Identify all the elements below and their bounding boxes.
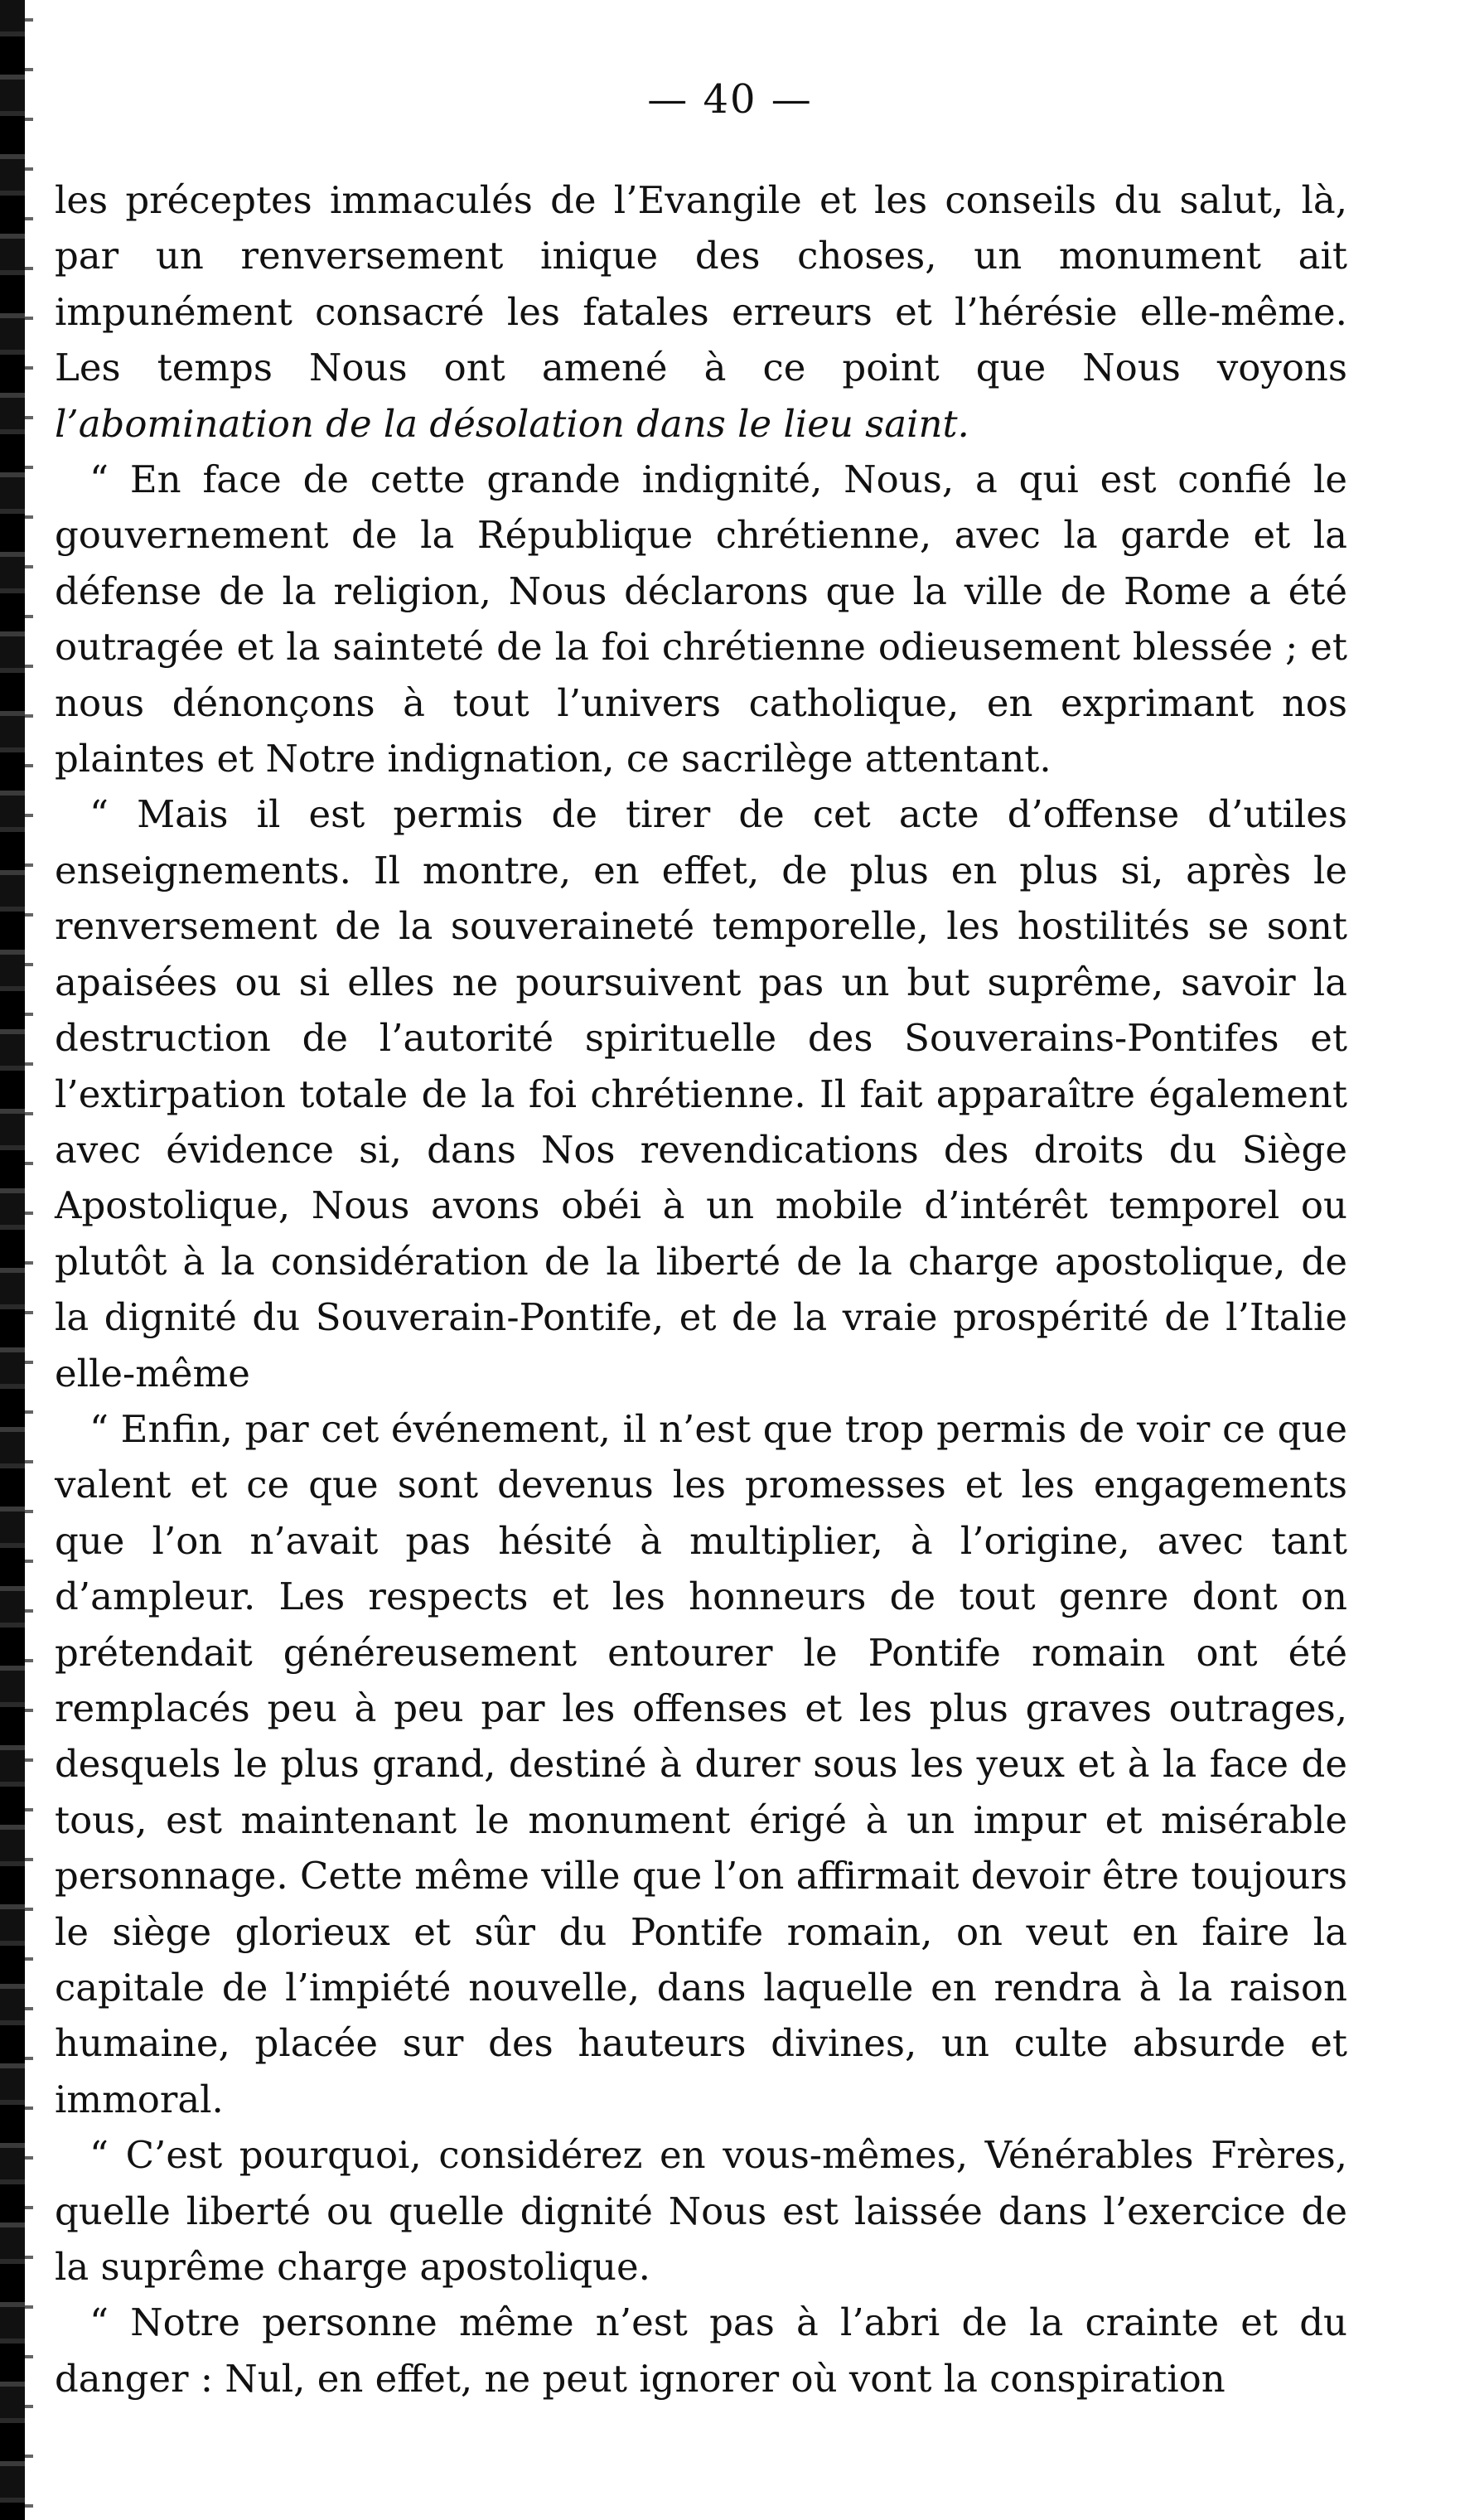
body-text <box>55 172 1347 2406</box>
binding-edge <box>0 0 25 2520</box>
page-number: — 40 — <box>647 76 813 123</box>
paragraph-5: “ C’est pourquoi, considérez en vous-mêmes, Vénérables Frères, quelle liberté ou quelle dignité Nous est laissée dans l’exercice de la suprême charge apostolique. <box>55 2133 1347 2290</box>
paragraph-2: “ En face de cette grande indignité, Nous, a qui est confié le gouvernement de la République chrétienne, avec la garde et la défense de la religion, Nous déclarons que la ville de Rome a été outragée et la sainteté de la foi chrétienne odieusement blessée ; et nous dénonçons à tout l’univers catholique, en exprimant nos plaintes et Notre indignation, ce sacrilège attentant. <box>55 457 1347 781</box>
paragraph-1-italic: l’abomination de la désolation dans le lieu saint. <box>55 401 969 446</box>
paragraph-1 <box>55 172 1347 452</box>
paragraph-1-text: les préceptes immaculés de l’Evangile et les conseils du salut, là, par un renversement inique des choses, un monument ait impunément consacré les fatales erreurs et l’hérésie elle-même. Les temps Nous ont amené à ce point que Nous voyons <box>55 178 1347 390</box>
paragraph-4: “ Enfin, par cet événement, il n’est que trop permis de voir ce que valent et ce que sont devenus les promesses et les engagements que l’on n’avait pas hésité à multiplier, à l’origine, avec tant d’ampleur. Les respects et les honneurs de tout genre dont on prétendait généreusement entourer le Pontife romain ont été remplacés peu à peu par les offenses et les plus graves outrages, desquels le plus grand, destiné à durer sous les yeux et à la face de tous, est maintenant le monument érigé à un impur et misérable personnage. Cette même ville que l’on affirmait devoir être toujours le siège glorieux et sûr du Pontife romain, on veut en faire la capitale de l’impiété nouvelle, dans laquelle en rendra à la raison humaine, placée sur des hauteurs divines, un culte absurde et immoral. <box>55 1406 1347 2121</box>
paragraph-3: “ Mais il est permis de tirer de cet acte d’offense d’utiles enseignements. Il montre, en effet, de plus en plus si, après le renversement de la souveraineté temporelle, les hostilités se sont apaisées ou si elles ne poursuivent pas un but suprême, savoir la destruction de l’autorité spirituelle des Souverains-Pontifes et l’extirpation totale de la foi chrétienne. Il fait apparaître également avec évidence si, dans Nos revendications des droits du Siège Apostolique, Nous avons obéi à un mobile d’intérêt temporel ou plutôt à la considération de la liberté de la charge apostolique, de la dignité du Souverain-Pontife, et de la vraie prospérité de l’Italie elle-même <box>55 792 1347 1395</box>
paragraph-6: “ Notre personne même n’est pas à l’abri de la crainte et du danger : Nul, en effet, ne peut ignorer où vont la conspiration <box>55 2300 1347 2401</box>
